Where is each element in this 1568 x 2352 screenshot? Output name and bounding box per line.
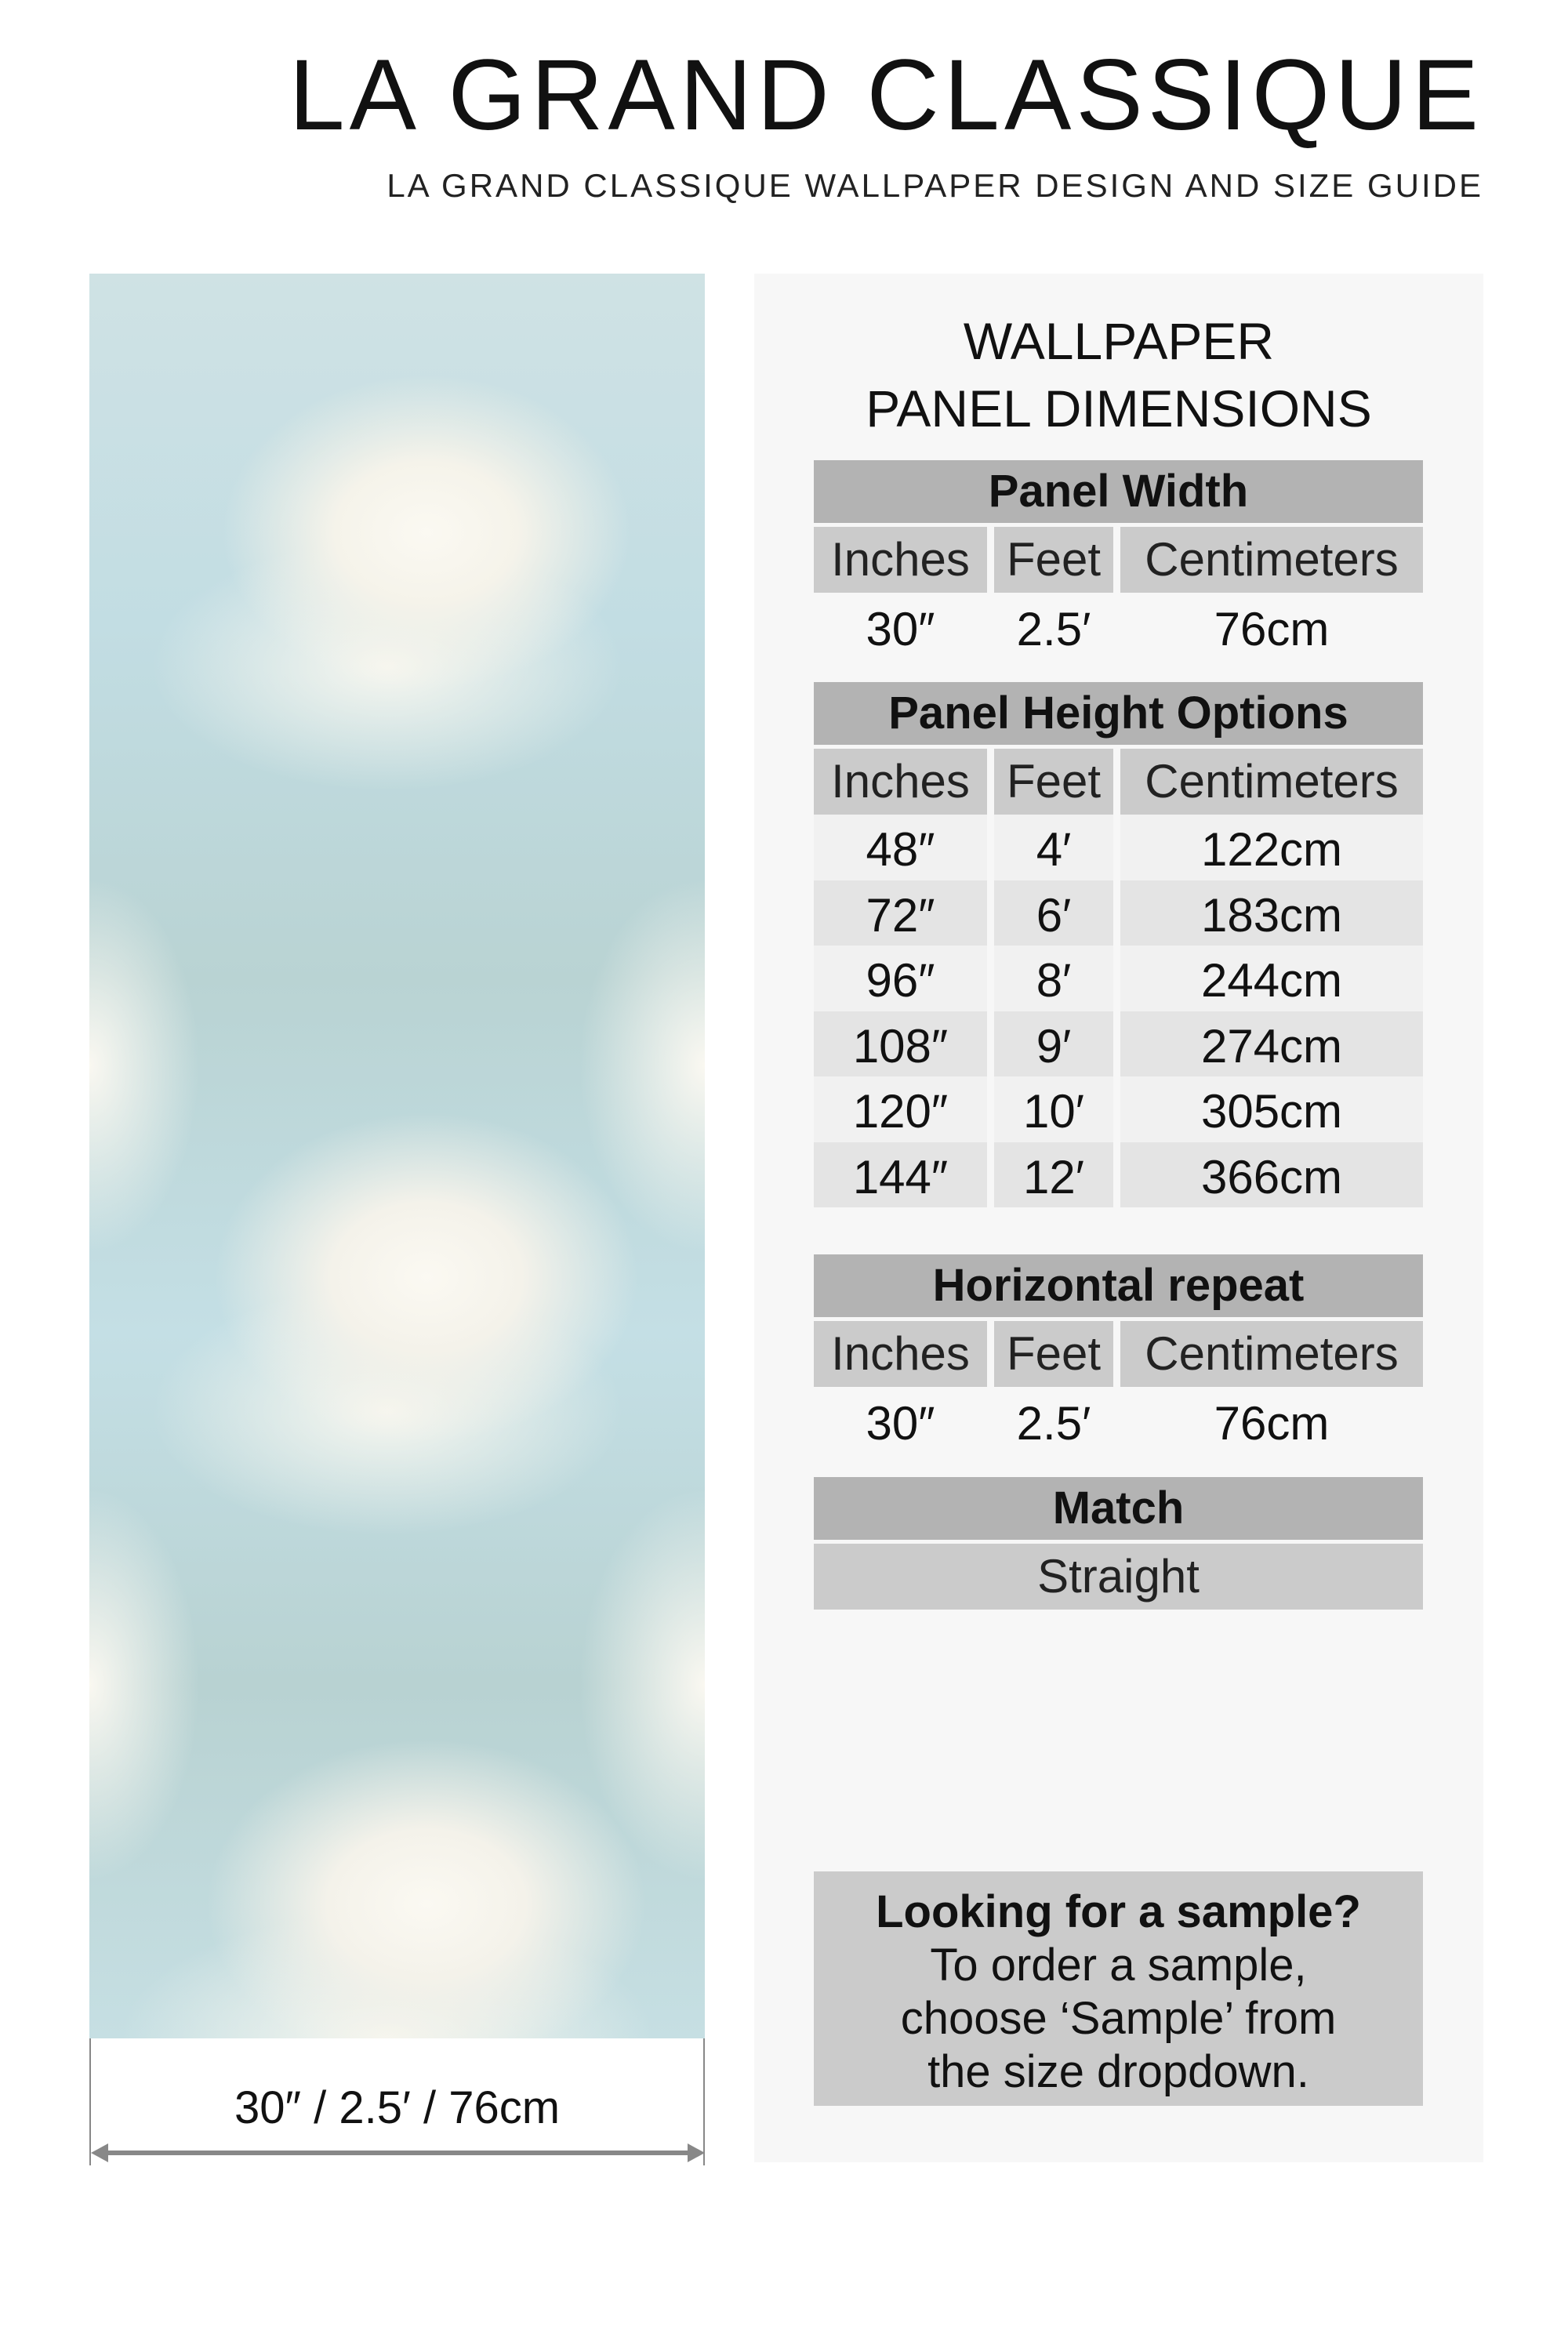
height-row xyxy=(814,1076,1423,1142)
match-table xyxy=(814,1477,1423,1610)
height-cm: 274cm xyxy=(1120,1011,1423,1077)
height-feet: 8′ xyxy=(994,946,1113,1011)
panel-width-title: Panel Width xyxy=(814,460,1423,523)
height-cm: 244cm xyxy=(1120,946,1423,1011)
height-row xyxy=(814,1142,1423,1208)
heading-line-2: PANEL DIMENSIONS xyxy=(866,379,1372,437)
column-header-row xyxy=(814,749,1423,815)
heading-line-1: WALLPAPER xyxy=(963,312,1275,370)
height-cm: 305cm xyxy=(1120,1076,1423,1142)
panel-width-table xyxy=(814,460,1423,662)
sample-line-2: choose ‘Sample’ from xyxy=(900,1993,1337,2044)
height-feet: 6′ xyxy=(994,880,1113,946)
col-inches: Inches xyxy=(814,749,987,815)
brand-title: LA GRAND CLASSIQUE xyxy=(289,39,1483,151)
horizontal-repeat-value-row xyxy=(814,1391,1423,1457)
repeat-feet: 2.5′ xyxy=(1016,1397,1091,1450)
repeat-cm: 76cm xyxy=(1214,1397,1330,1450)
width-inches: 30″ xyxy=(866,603,935,655)
height-row xyxy=(814,946,1423,1011)
height-inches: 48″ xyxy=(814,815,987,880)
height-cm: 366cm xyxy=(1120,1142,1423,1208)
col-inches: Inches xyxy=(814,527,987,593)
match-title: Match xyxy=(814,1477,1423,1540)
height-cm: 183cm xyxy=(1120,880,1423,946)
height-inches: 108″ xyxy=(814,1011,987,1077)
height-row xyxy=(814,815,1423,880)
width-feet: 2.5′ xyxy=(1016,603,1091,655)
col-feet: Feet xyxy=(994,1321,1113,1387)
panel-height-table xyxy=(814,682,1423,1207)
wallpaper-preview-image xyxy=(89,274,705,2038)
height-inches: 144″ xyxy=(814,1142,987,1208)
height-feet: 10′ xyxy=(994,1076,1113,1142)
col-centimeters: Centimeters xyxy=(1120,749,1423,815)
col-centimeters: Centimeters xyxy=(1120,527,1423,593)
col-feet: Feet xyxy=(994,527,1113,593)
height-row xyxy=(814,1011,1423,1077)
panel-width-dimension-label: 30″ / 2.5′ / 76cm xyxy=(234,2082,561,2133)
sample-info-box xyxy=(814,1871,1423,2106)
panel-width-value-row xyxy=(814,597,1423,662)
column-header-row xyxy=(814,527,1423,593)
col-feet: Feet xyxy=(994,749,1113,815)
col-inches: Inches xyxy=(814,1321,987,1387)
height-inches: 120″ xyxy=(814,1076,987,1142)
sample-line-3: the size dropdown. xyxy=(927,2046,1309,2097)
width-cm: 76cm xyxy=(1214,603,1330,655)
double-arrow-icon xyxy=(91,2143,705,2162)
column-header-row xyxy=(814,1321,1423,1387)
repeat-inches: 30″ xyxy=(866,1397,935,1450)
height-feet: 12′ xyxy=(994,1142,1113,1208)
height-feet: 4′ xyxy=(994,815,1113,880)
dimensions-heading xyxy=(754,307,1483,442)
horizontal-repeat-table xyxy=(814,1254,1423,1457)
height-inches: 96″ xyxy=(814,946,987,1011)
height-feet: 9′ xyxy=(994,1011,1113,1077)
col-centimeters: Centimeters xyxy=(1120,1321,1423,1387)
match-value: Straight xyxy=(814,1544,1423,1610)
height-row xyxy=(814,880,1423,946)
horizontal-repeat-title: Horizontal repeat xyxy=(814,1254,1423,1317)
sample-line-1: To order a sample, xyxy=(930,1940,1307,1991)
sample-question: Looking for a sample? xyxy=(876,1886,1361,1937)
height-inches: 72″ xyxy=(814,880,987,946)
guide-subtitle: LA GRAND CLASSIQUE WALLPAPER DESIGN AND SIZE GUIDE xyxy=(387,167,1483,204)
panel-height-title: Panel Height Options xyxy=(814,682,1423,745)
height-cm: 122cm xyxy=(1120,815,1423,880)
